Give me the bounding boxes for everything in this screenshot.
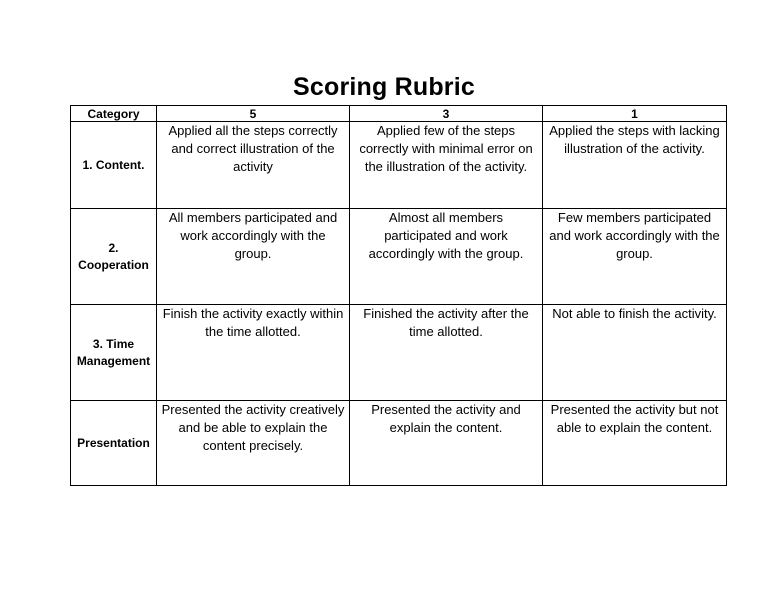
criteria-cell: Few members participated and work accordingly with the group.	[543, 209, 727, 305]
header-score-1: 1	[543, 106, 727, 122]
page-title: Scoring Rubric	[293, 73, 475, 101]
criteria-cell: Finished the activity after the time allotted.	[350, 305, 543, 401]
header-category: Category	[71, 106, 157, 122]
criteria-cell: Applied few of the steps correctly with minimal error on the illustration of the activity.	[350, 122, 543, 209]
criteria-cell: All members participated and work accordingly with the group.	[157, 209, 350, 305]
category-cell: 3. Time Management	[71, 305, 157, 401]
category-cell: 2. Cooperation	[71, 209, 157, 305]
criteria-cell: Not able to finish the activity.	[543, 305, 727, 401]
category-cell: 1. Content.	[71, 122, 157, 209]
table-row	[71, 122, 727, 209]
table-row	[71, 209, 727, 305]
criteria-cell: Applied all the steps correctly and correct illustration of the activity	[157, 122, 350, 209]
header-score-3: 3	[350, 106, 543, 122]
rubric-table	[70, 105, 727, 486]
criteria-cell: Presented the activity creatively and be able to explain the content precisely.	[157, 401, 350, 486]
table-row	[71, 305, 727, 401]
table-header-row	[71, 106, 727, 122]
criteria-cell: Almost all members participated and work accordingly with the group.	[350, 209, 543, 305]
table-row	[71, 401, 727, 486]
category-cell: Presentation	[71, 401, 157, 486]
header-score-5: 5	[157, 106, 350, 122]
criteria-cell: Applied the steps with lacking illustration of the activity.	[543, 122, 727, 209]
criteria-cell: Finish the activity exactly within the time allotted.	[157, 305, 350, 401]
criteria-cell: Presented the activity but not able to explain the content.	[543, 401, 727, 486]
criteria-cell: Presented the activity and explain the content.	[350, 401, 543, 486]
